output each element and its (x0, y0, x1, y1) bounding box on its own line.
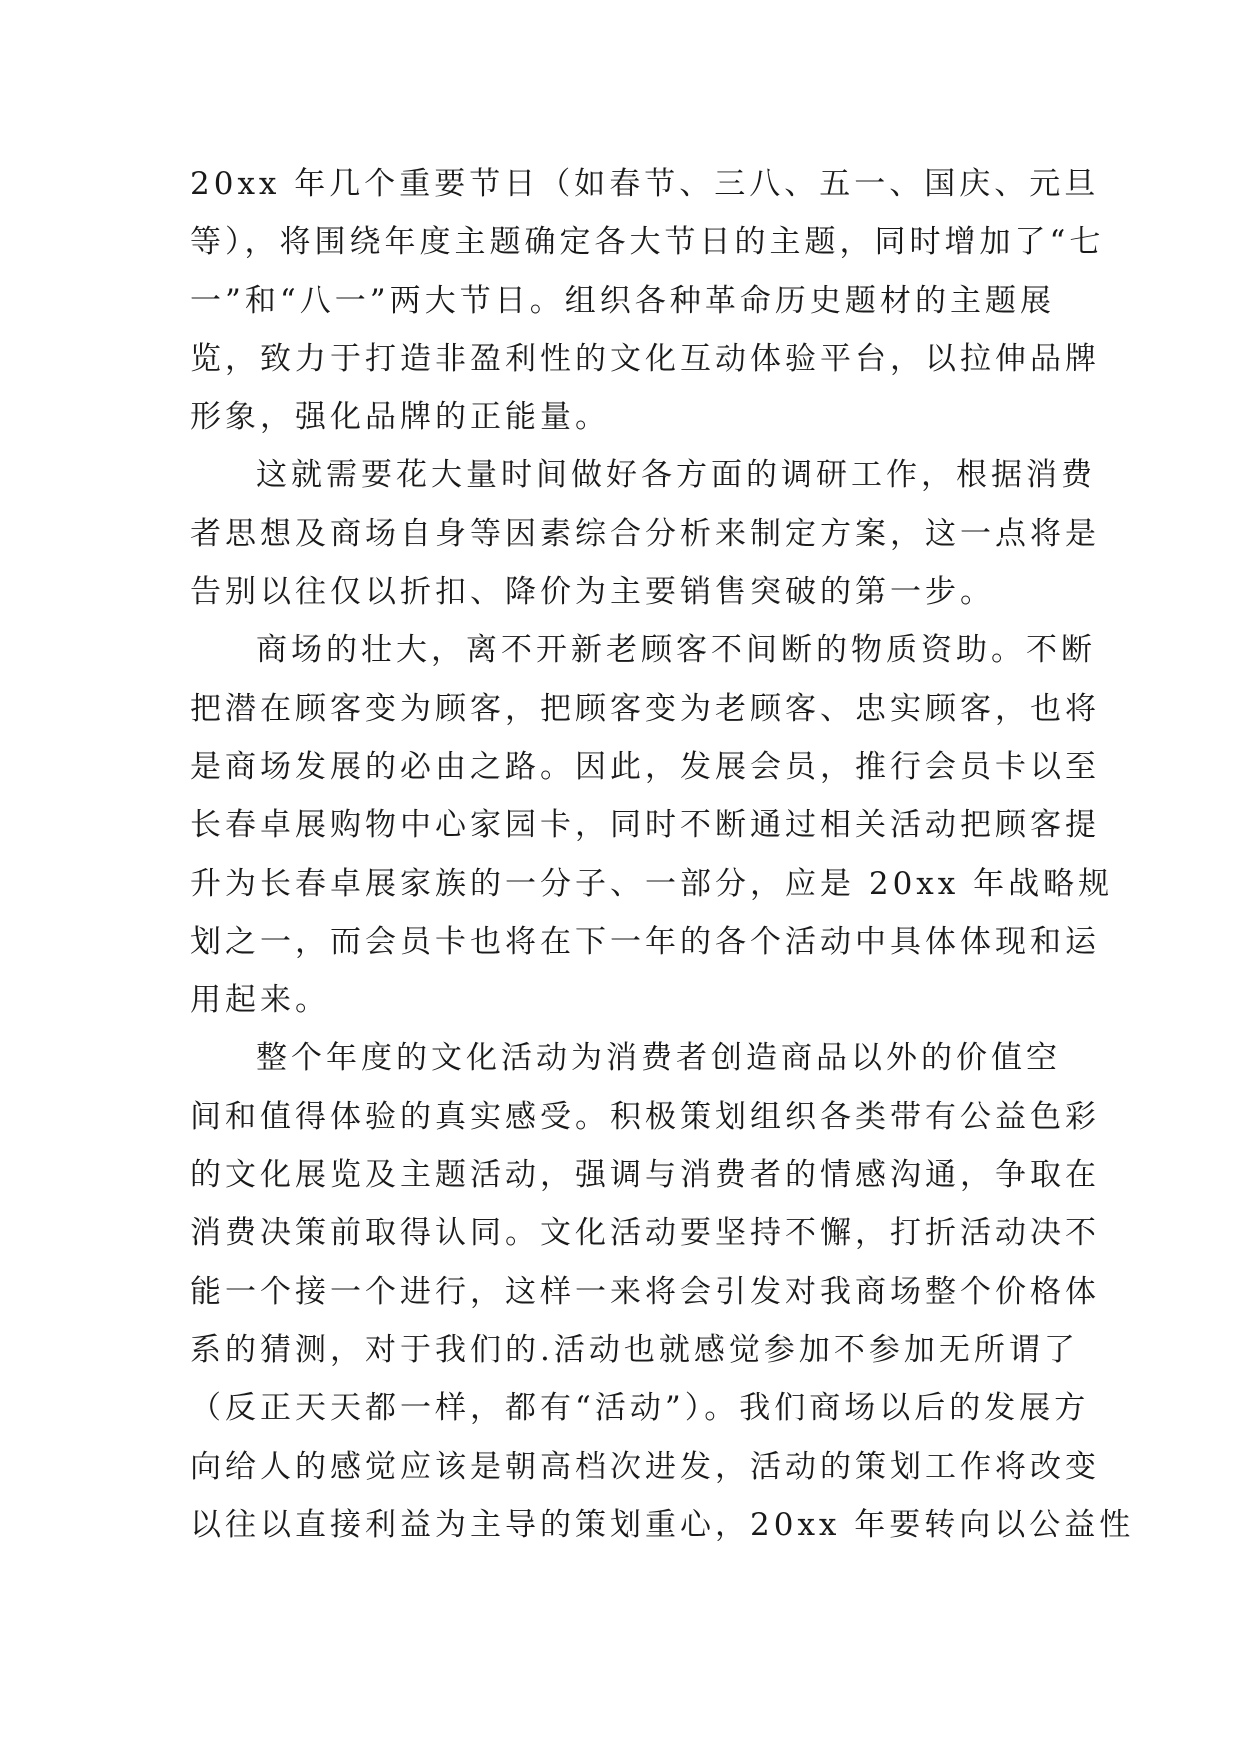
paragraph-3 (190, 621, 1114, 1029)
text-line: 用起来。 (190, 982, 330, 1019)
text-line: 告别以往仅以折扣、降价为主要销售突破的第一步。 (190, 574, 995, 611)
text-line: 向给人的感觉应该是朝高档次进发，活动的策划工作将改变 (190, 1448, 1100, 1485)
text-line: 一”和“八一”两大节日。组织各种革命历史题材的主题展 (190, 282, 1055, 319)
text-line: 整个年度的文化活动为消费者创造商品以外的价值空 (256, 1040, 1061, 1077)
text-line: 的文化展览及主题活动，强调与消费者的情感沟通，争取在 (190, 1157, 1100, 1194)
text-line: 间和值得体验的真实感受。积极策划组织各类带有公益色彩 (190, 1098, 1100, 1135)
text-line: 这就需要花大量时间做好各方面的调研工作，根据消费 (256, 457, 1096, 494)
text-line: 形象，强化品牌的正能量。 (190, 399, 610, 436)
text-line: 等），将围绕年度主题确定各大节日的主题，同时增加了“七 (190, 224, 1105, 261)
text-line: 长春卓展购物中心家园卡，同时不断通过相关活动把顾客提 (190, 807, 1100, 844)
text-line: 者思想及商场自身等因素综合分析来制定方案，这一点将是 (190, 515, 1100, 552)
text-line: 消费决策前取得认同。文化活动要坚持不懈，打折活动决不 (190, 1215, 1100, 1252)
document-body (190, 155, 1135, 1554)
text-line: （反正天天都一样，都有“活动”）。我们商场以后的发展方 (190, 1390, 1090, 1427)
paragraph-4 (190, 1029, 1135, 1554)
text-line: 览，致力于打造非盈利性的文化互动体验平台，以拉伸品牌 (190, 340, 1100, 377)
paragraph-2 (190, 446, 1100, 621)
text-line: 能一个接一个进行，这样一来将会引发对我商场整个价格体 (190, 1273, 1100, 1310)
text-line: 商场的壮大，离不开新老顾客不间断的物质资助。不断 (256, 632, 1096, 669)
text-line: 把潜在顾客变为顾客，把顾客变为老顾客、忠实顾客，也将 (190, 690, 1100, 727)
text-line: 是商场发展的必由之路。因此，发展会员，推行会员卡以至 (190, 748, 1100, 785)
text-line: 升为长春卓展家族的一分子、一部分，应是 20xx 年战略规 (190, 865, 1114, 902)
text-line: 划之一，而会员卡也将在下一年的各个活动中具体体现和运 (190, 923, 1100, 960)
text-line: 20xx 年几个重要节日（如春节、三八、五一、国庆、元旦 (190, 166, 1100, 202)
text-line: 系的猜测，对于我们的.活动也就感觉参加不参加无所谓了 (190, 1331, 1079, 1368)
paragraph-1 (190, 155, 1105, 446)
text-line: 以往以直接利益为主导的策划重心，20xx 年要转向以公益性 (190, 1506, 1135, 1543)
